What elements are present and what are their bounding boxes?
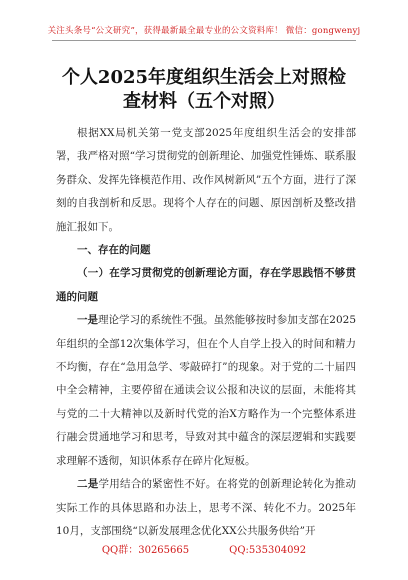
point-paragraph-1 <box>56 309 356 473</box>
document-title: 个人2025年度组织生活会上对照检查材料（五个对照） <box>61 67 347 112</box>
footer-qq: QQ:535304092 <box>229 545 307 556</box>
section-heading: 一、存在的问题 <box>77 244 151 257</box>
point-1-lead: 一是 <box>77 314 99 327</box>
footer-contact <box>0 541 408 556</box>
point-2-text: 学用结合的紧密性不好。在将党的创新理论转化为推动实际工作的具体思路和办法上，思考不深、转化不力。2025年10月，支部围绕“以新发展理念优化XX公共服务供给”开 <box>56 478 357 537</box>
footer-qq-group: QQ群：30265665 <box>101 545 190 556</box>
point-1-text: 理论学习的系统性不强。虽然能够按时参加支部在2025年组织的全部12次集体学习，但在个人自学上投入的时间和精力不均衡，存在“急用急学、零敲碎打”的现象。对于党的二十届四中全会精神，主要停留在通读会议公报和决议的层面，未能将其与党的二十大精神以及新时代党的治X方略作为一个完整体系进行融会贯通地学习和思考，导致对其中蕴含的深层逻辑和实践要求理解不透彻，知识体系存在碎片化短板。 <box>56 314 356 467</box>
point-paragraph-2 <box>56 473 356 543</box>
point-2-lead: 二是 <box>77 478 99 491</box>
header-divider <box>52 40 356 41</box>
document-body <box>56 122 356 543</box>
subsection-heading: （一）在学习贯彻党的创新理论方面，存在学思践悟不够贯通的问题 <box>56 267 356 303</box>
header-banner: 关注头条号“公文研究”，获得最新最全最专业的公文资料库！ 微信：gongwenyj <box>47 26 361 36</box>
intro-paragraph: 根据XX局机关第一党支部2025年度组织生活会的安排部署，我严格对照“学习贯彻党的创新理论、加强党性锤炼、联系服务群众、发挥先锋模范作用、改作风树新风”五个方面，进行了深刻的自我剖析和反思。现将个人存在的问题、原因剖析及整改措施汇报如下。 <box>56 127 356 233</box>
